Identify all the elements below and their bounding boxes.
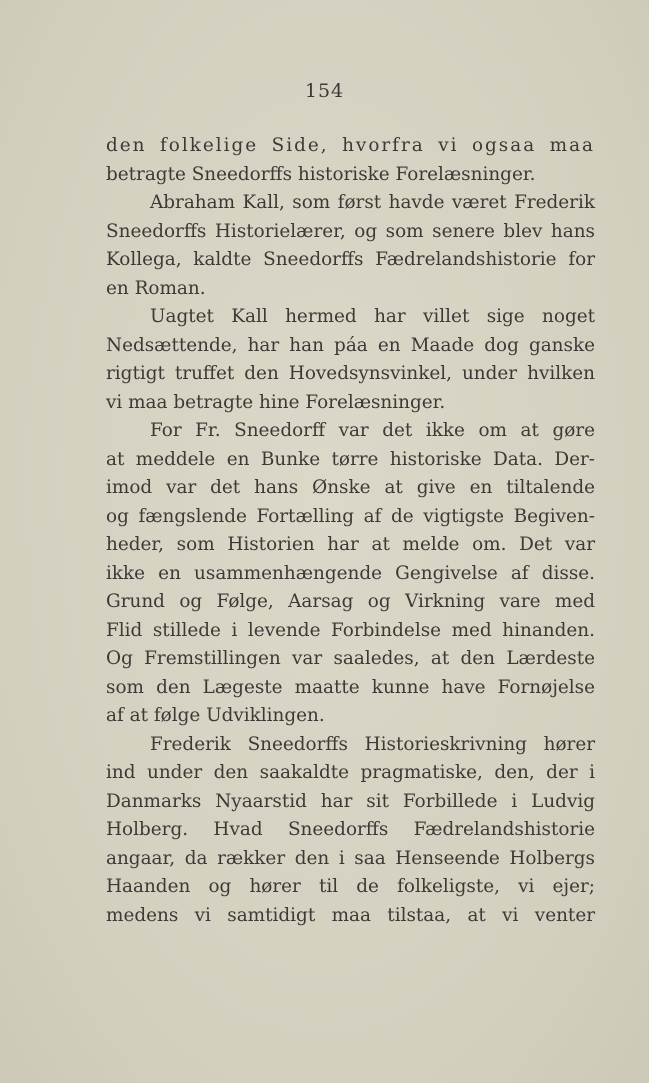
text-line: heder, som Historien har at melde om. Det var — [106, 534, 595, 555]
text-line: at meddele en Bunke tørre historiske Data. Der- — [106, 448, 595, 470]
text-line: betragte Sneedorffs historiske Forelæsninger. — [106, 163, 536, 185]
text-line: af at følge Udviklingen. — [106, 705, 325, 726]
text-line: ind under den saakaldte pragmatiske, den, der i — [106, 762, 595, 783]
text-line: vi maa betragte hine Forelæsninger. — [106, 391, 446, 413]
text-line: Frederik Sneedorffs Historieskrivning hører — [150, 733, 595, 755]
text-line: medens vi samtidigt maa tilstaa, at vi venter — [106, 904, 595, 926]
text-line: rigtigt truffet den Hovedsynsvinkel, under hvilken — [106, 363, 595, 384]
text-line: Danmarks Nyaarstid har sit Forbillede i Ludvig — [106, 790, 595, 812]
text-line: angaar, da rækker den i saa Henseende Holbergs — [106, 847, 595, 869]
body-text — [106, 132, 595, 930]
text-line: imod var det hans Ønske at give en tiltalende — [106, 477, 595, 498]
text-line: Og Fremstillingen var saaledes, at den Lærdeste — [106, 648, 595, 669]
text-line: den folkelige Side, hvorfra vi ogsaa maa — [106, 135, 595, 156]
text-line: Uagtet Kall hermed har villet sige noget — [150, 306, 595, 327]
text-line: Abraham Kall, som først havde været Frederik — [150, 192, 595, 213]
text-line: Holberg. Hvad Sneedorffs Fædrelandshistorie — [106, 819, 595, 840]
text-line: ikke en usammenhængende Gengivelse af disse. — [106, 562, 595, 584]
text-line: og fængslende Fortælling af de vigtigste Begiven- — [106, 505, 595, 527]
text-line: en Roman. — [106, 277, 206, 299]
text-line: For Fr. Sneedorff var det ikke om at gøre — [150, 420, 595, 441]
text-line: Flid stillede i levende Forbindelse med hinanden. — [106, 619, 595, 641]
text-line: Grund og Følge, Aarsag og Virkning vare med — [106, 591, 595, 612]
text-line: Nedsættende, har han páa en Maade dog ganske — [106, 334, 595, 356]
text-line: som den Lægeste maatte kunne have Fornøjelse — [106, 676, 595, 698]
text-line: Haanden og hører til de folkeligste, vi ejer; — [106, 876, 595, 897]
page-number: 154 — [304, 80, 345, 102]
text-line: Kollega, kaldte Sneedorffs Fædrelandshistorie for — [106, 249, 595, 270]
text-line: Sneedorffs Historielærer, og som senere blev hans — [106, 220, 595, 242]
